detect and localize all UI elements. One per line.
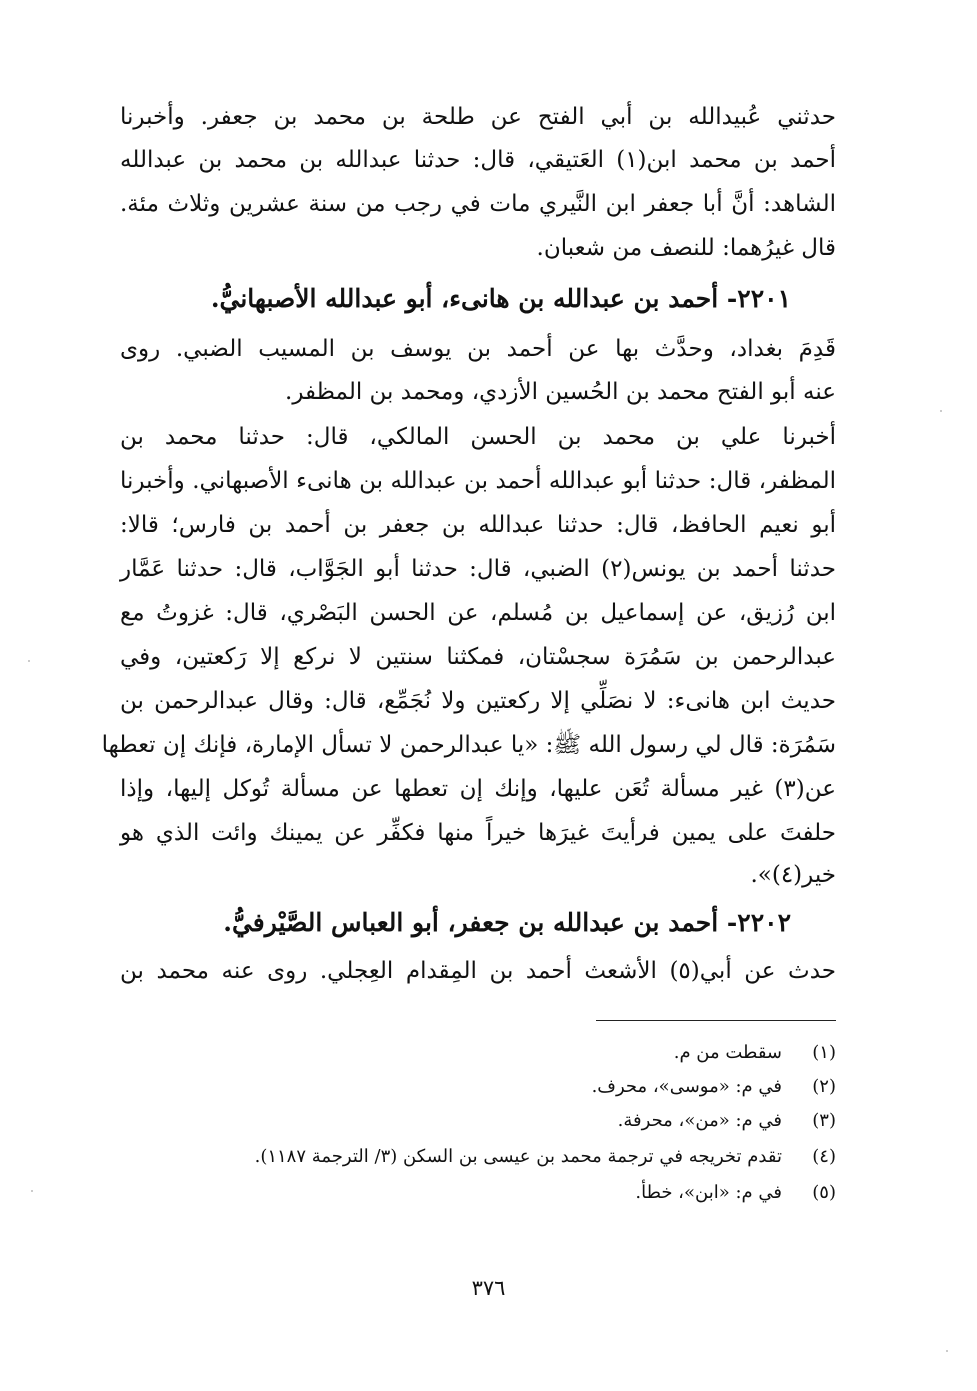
text-line: حدث عن أبي(٥) الأشعث أحمد بن المِقدام العِجلي. روى عنه محمد بن [120,958,836,984]
text-line: قَدِمَ بغداد، وحدَّث بها عن أحمد بن يوسف بن المسيب الضبي. روى [120,336,836,362]
text-line: حلفتَ على يمين فرأيتَ غيرَها خيراً منها فكفِّر عن يمينك وائت الذي هو [120,820,836,846]
footnote-number: (٢) [812,1076,836,1097]
footnote-number: (١) [812,1042,836,1063]
text-line: المظفر، قال: حدثنا أبو عبدالله أحمد بن عبدالله بن هانىء الأصبهاني. وأخبرنا [120,468,836,494]
footnote-number: (٣) [812,1110,836,1131]
text-line: حدثني عُبيدالله بن أبي الفتح عن طلحة بن محمد بن جعفر. وأخبرنا [120,104,836,130]
footnote-number: (٥) [812,1182,836,1203]
footnote-number: (٤) [812,1146,836,1167]
entry-heading: ٢٢٠٢- أحمد بن عبدالله بن جعفر، أبو العباس الصَّيْرفيُّ. [223,908,791,937]
footnote-separator [596,1020,836,1021]
scan-speck [28,660,30,662]
scan-speck [31,1190,33,1192]
text-line: أبو نعيم الحافظ، قال: حدثنا عبدالله بن جعفر بن أحمد بن فارس؛ قالا: [120,512,836,538]
entry-heading: ٢٢٠١- أحمد بن عبدالله بن هانىء، أبو عبدالله الأصبهانيُّ. [210,284,791,313]
scan-speck [940,410,942,412]
text-line: عن(٣) غير مسألة تُعَن عليها، وإنك إن تعطها عن مسألة تُوكل إليها، وإذا [120,776,836,802]
footnote-text: في م: «موسى»، محرف. [591,1076,782,1097]
footnote-text: تقدم تخريجه في ترجمة محمد بن عيسى بن السكن (٣/ الترجمة ١١٨٧). [254,1146,782,1167]
page-number: ٣٧٦ [471,1276,506,1300]
text-line: سَمُرَة: قال لي رسول الله ﷺ: «يا عبدالرحمن لا تسأل الإمارة، فإنك إن تعطها [101,732,836,758]
text-line: عبدالرحمن بن سَمُرَة سجسْتان، فمكثنا سنتين لا نركع إلا رَكعتين، وفي [120,644,836,670]
text-line: الشاهد: أنَّ أبا جعفر ابن النَّيري مات في رجب من سنة عشرين وثلاث مئة. [120,191,836,217]
text-line: عنه أبو الفتح محمد بن الحُسين الأزدي، ومحمد بن المظفر. [285,379,836,405]
text-line: أحمد بن محمد ابن(١) العَتيقي، قال: حدثنا عبدالله بن محمد بن عبدالله [120,147,836,173]
text-line: أخبرنا علي بن محمد بن الحسن المالكي، قال: حدثنا محمد بن [120,424,836,450]
text-line: خير(٤)». [750,862,836,888]
footnote-text: في م: «ابن»، خطأ. [635,1182,782,1203]
text-line: ابن رُزيق، عن إسماعيل بن مُسلم، عن الحسن البَصْري، قال: غزوتُ مع [120,600,836,626]
text-line: حديث ابن هانىء: لا نصَلِّي إلا ركعتين ولا نُجَمِّع، قال: وقال عبدالرحمن بن [120,688,836,714]
text-line: حدثنا أحمد بن يونس(٢) الضبي، قال: حدثنا أبو الجَوَّاب، قال: حدثنا عَمَّار [120,556,836,582]
footnote-text: سقطت من م. [673,1042,782,1063]
scan-speck [946,1350,948,1352]
text-line: قال غيرُهما: للنصف من شعبان. [536,235,836,261]
footnote-text: في م: «من»، محرفة. [617,1110,782,1131]
